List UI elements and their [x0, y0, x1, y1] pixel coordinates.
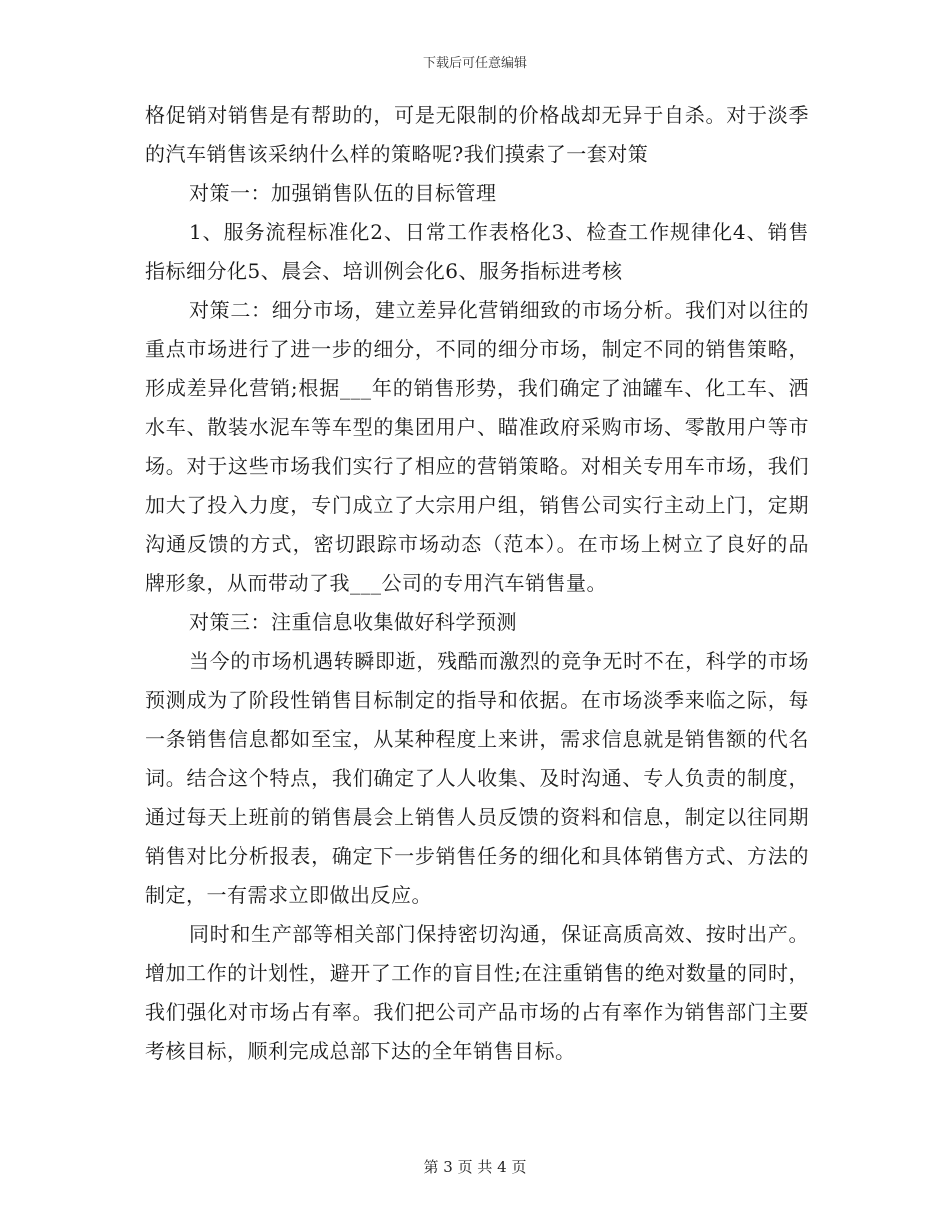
paragraph-continuation: 格促销对销售是有帮助的，可是无限制的价格战却无异于自杀。对于淡季的汽车销售该采纳什么样的策略呢?我们摸索了一套对策	[145, 103, 809, 166]
document-body	[145, 96, 809, 1071]
paragraph-strategy-one-list: 1、服务流程标准化2、日常工作表格化3、检查工作规律化4、销售指标细分化5、晨会、培训例会化6、服务指标进考核	[145, 220, 809, 283]
page-number: 第 3 页 共 4 页	[423, 1158, 527, 1176]
heading-strategy-one: 对策一：加强销售队伍的目标管理	[189, 181, 497, 205]
paragraph-strategy-two: 对策二：细分市场，建立差异化营销细致的市场分析。我们对以往的重点市场进行了进一步的细分，不同的细分市场，制定不同的销售策略，形成差异化营销;根据___年的销售形势，我们确定了油罐车、化工车、洒水车、散装水泥车等车型的集团用户、瞄准政府采购市场、零散用户等市场。对于这些市场我们实行了相应的营销策略。对相关专用车市场，我们加大了投入力度，专门成立了大宗用户组，销售公司实行主动上门，定期沟通反馈的方式，密切跟踪市场动态（范本）。在市场上树立了良好的品牌形象，从而带动了我___公司的专用汽车销售量。	[145, 298, 809, 595]
paragraph-strategy-three: 当今的市场机遇转瞬即逝，残酷而激烈的竞争无时不在，科学的市场预测成为了阶段性销售目标制定的指导和依据。在市场淡季来临之际，每一条销售信息都如至宝，从某种程度上来讲，需求信息就是销售额的代名词。结合这个特点，我们确定了人人收集、及时沟通、专人负责的制度，通过每天上班前的销售晨会上销售人员反馈的资料和信息，制定以往同期销售对比分析报表，确定下一步销售任务的细化和具体销售方式、方法的制定，一有需求立即做出反应。	[145, 649, 809, 907]
header-note: 下载后可任意编辑	[422, 56, 527, 71]
paragraph-coordination: 同时和生产部等相关部门保持密切沟通，保证高质高效、按时出产。增加工作的计划性，避开了工作的盲目性;在注重销售的绝对数量的同时，我们强化对市场占有率。我们把公司产品市场的占有率作为销售部门主要考核目标，顺利完成总部下达的全年销售目标。	[145, 922, 809, 1063]
heading-strategy-three: 对策三：注重信息收集做好科学预测	[189, 610, 517, 634]
